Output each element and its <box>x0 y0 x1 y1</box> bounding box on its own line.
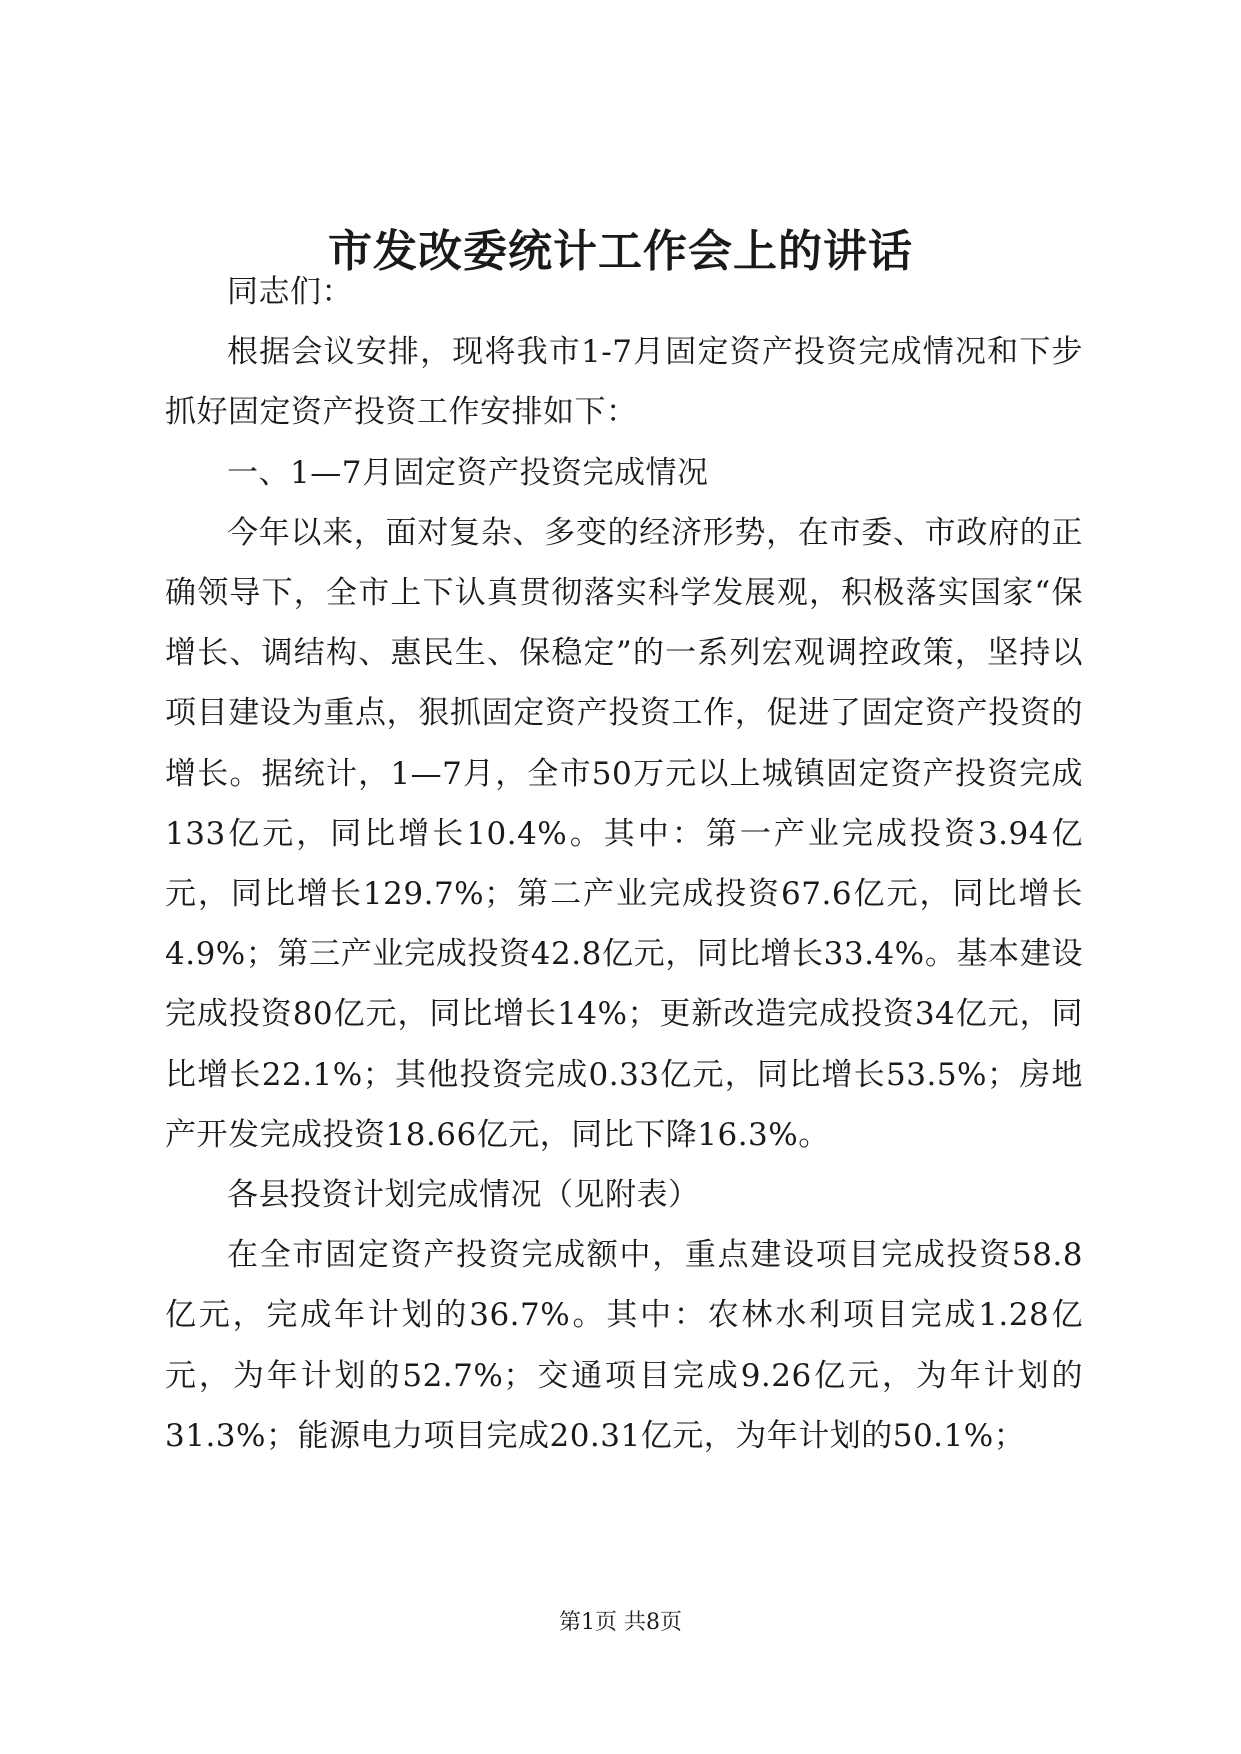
paragraph-county-plan: 各县投资计划完成情况（见附表） <box>227 1177 700 1214</box>
section-heading-1: 一、1—7月固定资产投资完成情况 <box>227 454 709 491</box>
paragraph-key-projects: 在全市固定资产投资完成额中，重点建设项目完成投资58.8亿元，完成年计划的36.7%。其中：农林水利项目完成1.28亿元，为年计划的52.7%；交通项目完成9.26亿元，为年计划的31.3%；能源电力项目完成20.31亿元，为年计划的50.1%； <box>165 1237 1083 1454</box>
paragraph-salutation: 同志们： <box>227 274 353 310</box>
paragraph-investment-overview: 今年以来，面对复杂、多变的经济形势，在市委、市政府的正确领导下，全市上下认真贯彻落实科学发展观，积极落实国家“保增长、调结构、惠民生、保稳定”的一系列宏观调控政策，坚持以项目建设为重点，狠抓固定资产投资工作，促进了固定资产投资的增长。据统计，1—7月，全市50万元以上城镇固定资产投资完成133亿元，同比增长10.4%。其中：第一产业完成投资3.94亿元，同比增长129.7%；第二产业完成投资67.6亿元，同比增长4.9%；第三产业完成投资42.8亿元，同比增长33.4%。基本建设完成投资80亿元，同比增长14%；更新改造完成投资34亿元，同比增长22.1%；其他投资完成0.33亿元，同比增长53.5%；房地产开发完成投资18.66亿元，同比下降16.3%。 <box>165 514 1083 1153</box>
page-footer: 第1页 共8页 <box>559 1610 682 1635</box>
document-body <box>165 262 1083 1466</box>
document-title: 市发改委统计工作会上的讲话 <box>328 226 913 277</box>
paragraph-intro: 根据会议安排，现将我市1-7月固定资产投资完成情况和下步抓好固定资产投资工作安排如下： <box>165 334 1083 431</box>
